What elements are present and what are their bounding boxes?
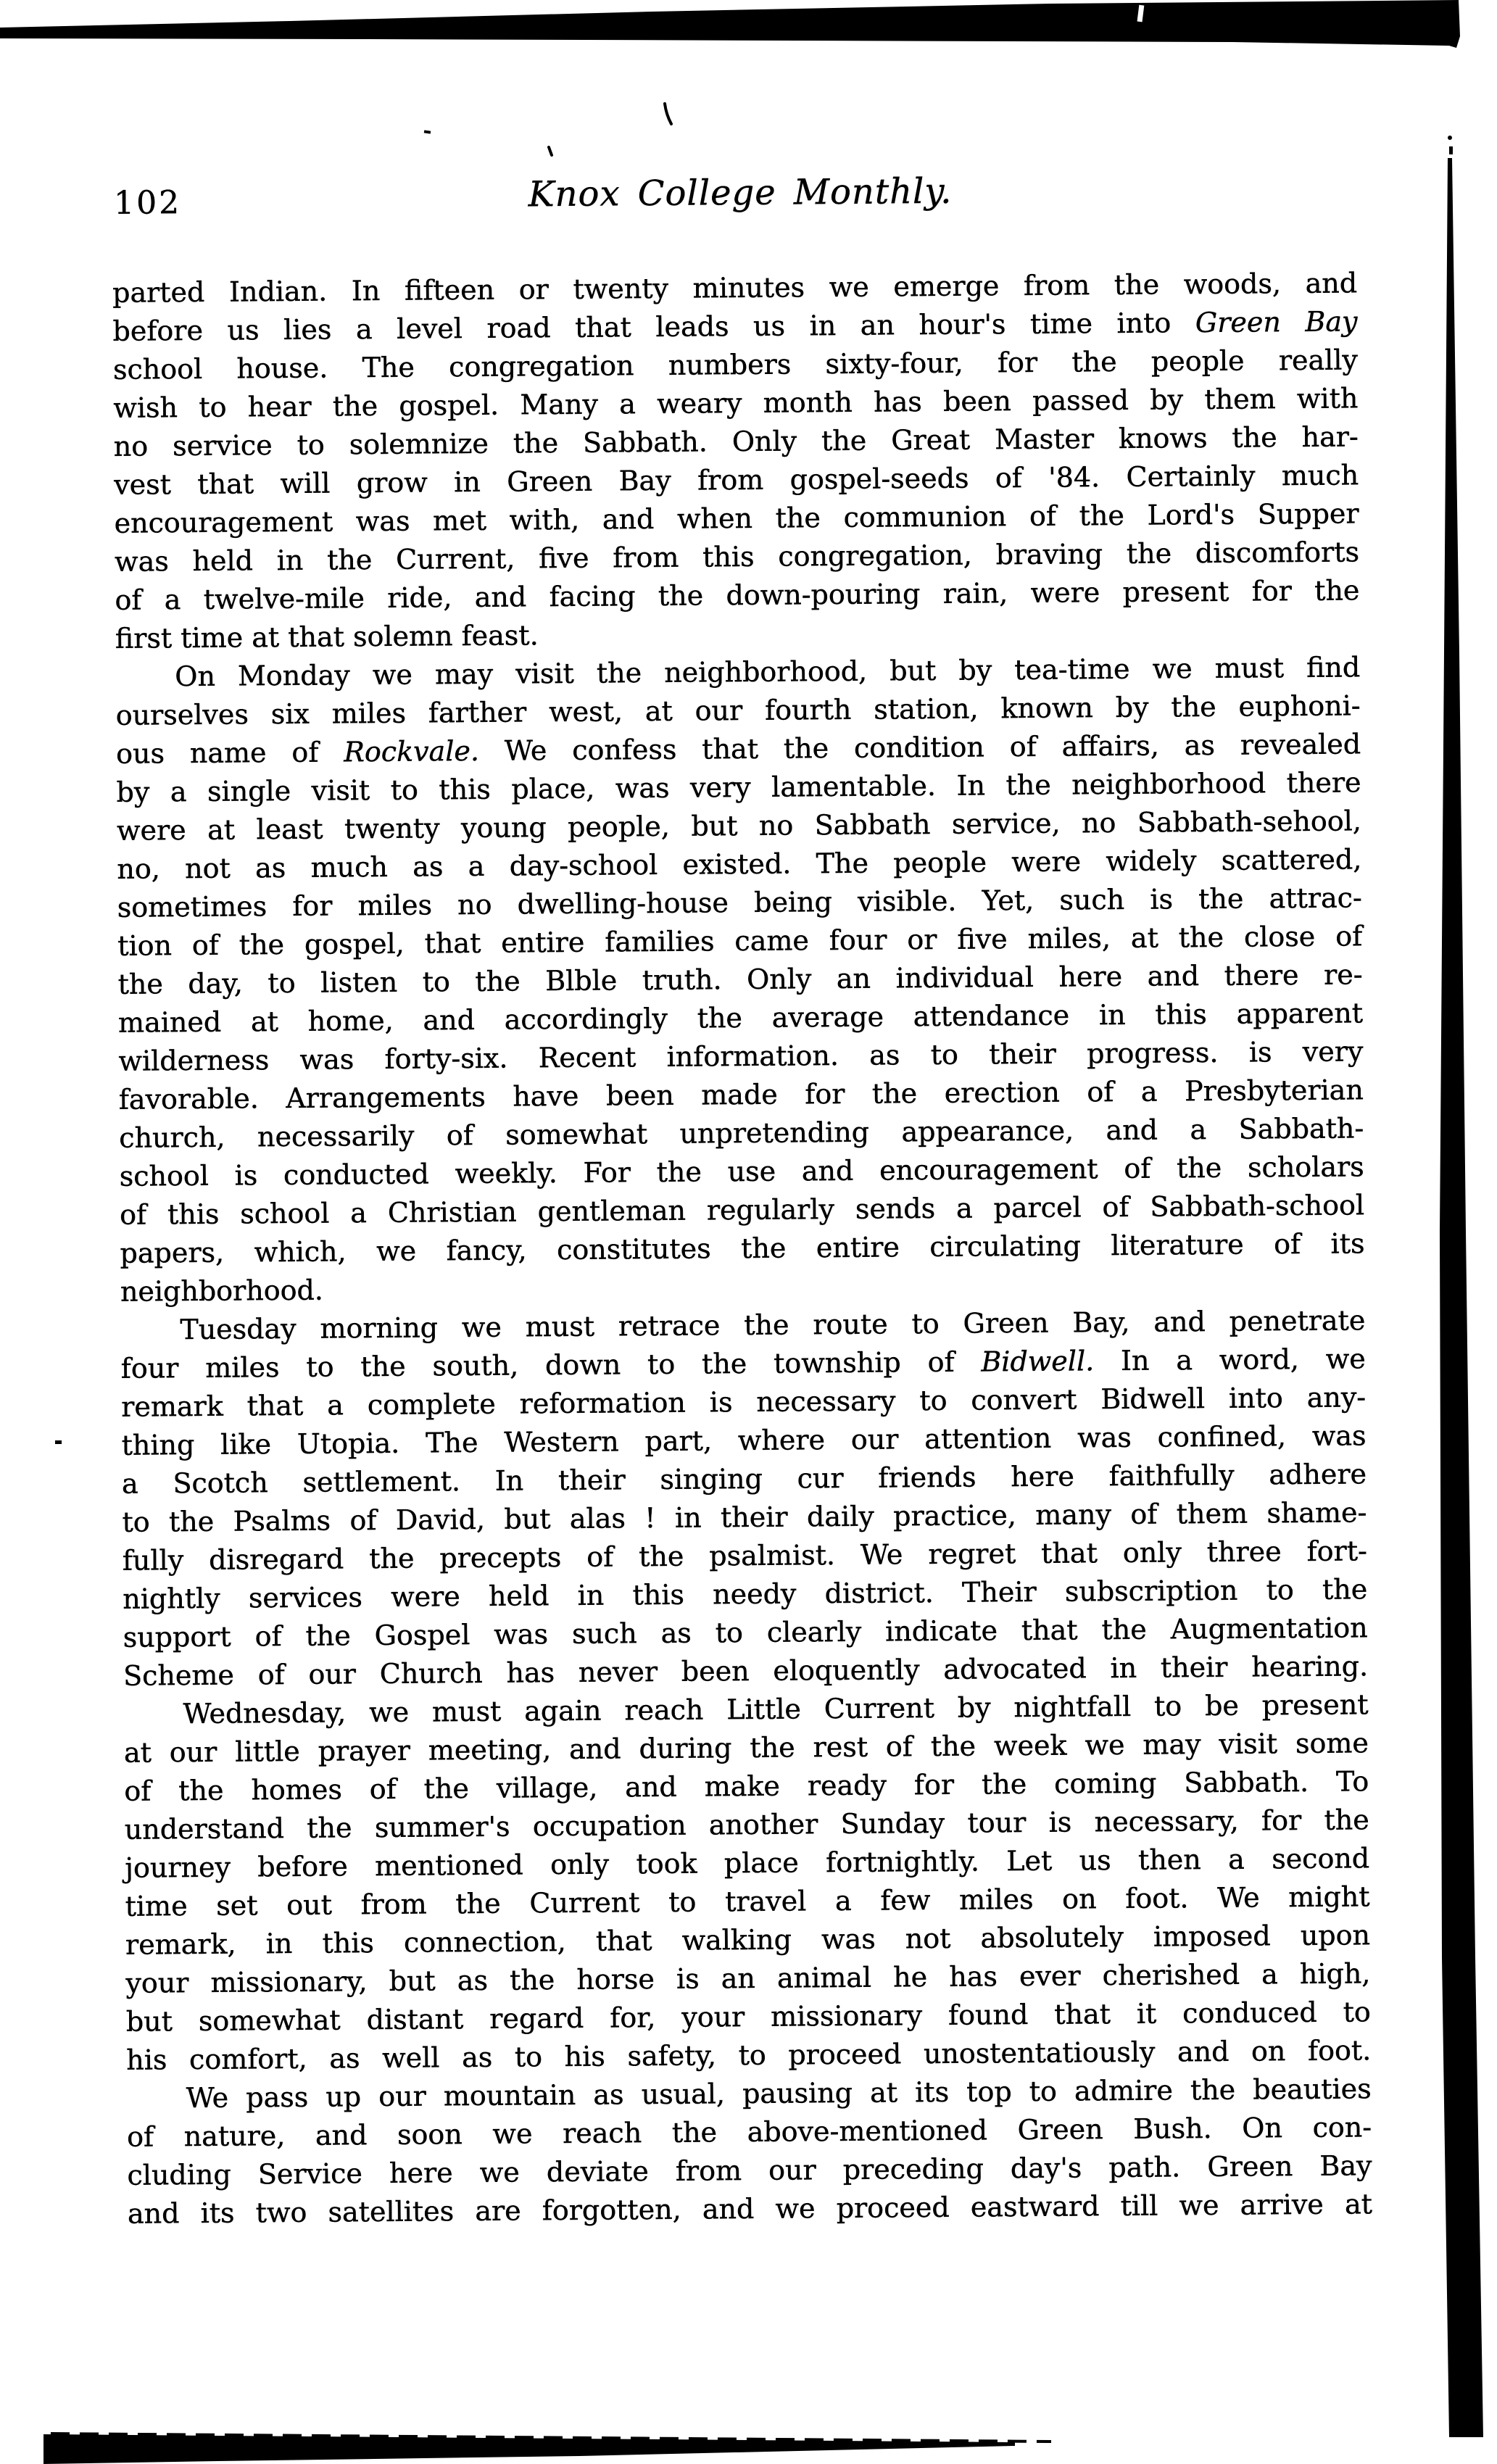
text-line: first time at that solemn feast. bbox=[115, 619, 539, 655]
text-line: school is conducted weekly. For the use and encouragement of the scholars bbox=[119, 1150, 1364, 1192]
text-line: of nature, and soon we reach the above-mentioned Green Bush. On con- bbox=[126, 2111, 1372, 2153]
page-number: 102 bbox=[113, 184, 182, 222]
text-line: your missionary, but as the horse is an animal he has ever cherished a high, bbox=[125, 1957, 1371, 1999]
text-line: We pass up our mountain as usual, pausing at its top to admire the beauties bbox=[186, 2073, 1372, 2115]
text-line: On Monday we may visit the neighborhood, but by tea-time we must find bbox=[175, 651, 1361, 693]
text-line: and its two satellites are forgotten, and we proceed eastward till we arrive at bbox=[127, 2188, 1373, 2230]
text-line: were at least twenty young people, but no Sabbath service, no Sabbath-sehool, bbox=[116, 805, 1362, 847]
text-line: remark, in this connection, that walking was not absolutely imposed upon bbox=[125, 1919, 1371, 1961]
text-line: encouragement was met with, and when the communion of the Lord's Supper bbox=[114, 497, 1359, 539]
text-line: sometimes for miles no dwelling-house being visible. Yet, such is the attrac- bbox=[117, 882, 1362, 924]
text-line: Scheme of our Church has never been eloquently advocated in their hearing. bbox=[123, 1650, 1369, 1692]
text-line: school house. The congregation numbers sixty-four, for the people really bbox=[112, 344, 1359, 386]
text-line: neighborhood. bbox=[120, 1274, 324, 1308]
text-line: of the homes of the village, and make ready for the coming Sabbath. To bbox=[124, 1765, 1369, 1807]
text-line: favorable. Arrangements have been made for the erection of a Presbyterian bbox=[118, 1074, 1364, 1116]
text-line: at our little prayer meeting, and during the rest of the week we may visit some bbox=[123, 1727, 1369, 1769]
text-line: remark that a complete reformation is necessary to convert Bidwell into any- bbox=[121, 1381, 1367, 1423]
text-line: journey before mentioned only took place fortnightly. Let us then a second bbox=[125, 1842, 1370, 1884]
text-line: church, necessarily of somewhat unpretending appearance, and a Sabbath- bbox=[119, 1112, 1364, 1154]
text-line: was held in the Current, five from this congregation, braving the discomforts bbox=[114, 536, 1360, 578]
text-line: but somewhat distant regard for, your missionary found that it conduced to bbox=[125, 1996, 1372, 2038]
text-line: of a twelve-mile ride, and facing the down-pouring rain, were present for the bbox=[115, 574, 1360, 616]
text-line: cluding Service here we deviate from our preceding day's path. Green Bay bbox=[127, 2149, 1372, 2191]
text-line: of this school a Christian gentleman regularly sends a parcel of Sabbath-school bbox=[119, 1189, 1365, 1231]
text-line: time set out from the Current to travel a few miles on foot. We might bbox=[125, 1880, 1370, 1922]
text-line: the day, to listen to the Blble truth. Only an individual here and there re- bbox=[117, 958, 1363, 1000]
text-line: no, not as much as a day-school existed. The people were widely scattered, bbox=[117, 843, 1362, 885]
text-line: before us lies a level road that leads us in an hour's time into Green Bay bbox=[112, 305, 1358, 347]
text-line: nightly services were held in this needy district. Their subscription to the bbox=[123, 1573, 1368, 1615]
text-line: thing like Utopia. The Western part, where our attention was confined, was bbox=[121, 1419, 1367, 1461]
text-line: tion of the gospel, that entire families came four or five miles, at the close of bbox=[117, 920, 1363, 962]
text-line: ourselves six miles farther west, at our fourth station, known by the euphoni- bbox=[115, 689, 1361, 731]
text-line: Tuesday morning we must retrace the route to Green Bay, and penetrate bbox=[180, 1304, 1366, 1346]
text-line: by a single visit to this place, was very lamentable. In the neighborhood there bbox=[116, 766, 1361, 808]
text-line: mained at home, and accordingly the average attendance in this apparent bbox=[117, 997, 1364, 1039]
text-line: wilderness was forty-six. Recent information. as to their progress. is very bbox=[118, 1035, 1364, 1077]
text-line: vest that will grow in Green Bay from gospel-seeds of '84. Certainly much bbox=[114, 459, 1359, 501]
text-line: Wednesday, we must again reach Little Current by nightfall to be present bbox=[183, 1688, 1369, 1730]
text-line: papers, which, we fancy, constitutes the entire circulating literature of its bbox=[120, 1227, 1365, 1269]
text-line: no service to solemnize the Sabbath. Only the Great Master knows the har- bbox=[113, 420, 1359, 462]
text-line: his comfort, as well as to his safety, to proceed unostentatiously and on foot. bbox=[126, 2034, 1372, 2076]
text-line: fully disregard the precepts of the psalmist. We regret that only three fort- bbox=[122, 1535, 1368, 1577]
page-title: Knox College Monthly. bbox=[528, 170, 953, 215]
text-line: wish to hear the gospel. Many a weary month has been passed by them with bbox=[113, 382, 1359, 424]
text-line: support of the Gospel was such as to clearly indicate that the Augmentation bbox=[123, 1611, 1368, 1654]
text-line: parted Indian. In fifteen or twenty minutes we emerge from the woods, and bbox=[112, 267, 1358, 309]
text-line: a Scotch settlement. In their singing cur friends here faithfully adhere bbox=[121, 1458, 1367, 1500]
text-line: four miles to the south, down to the township of Bidwell. In a word, we bbox=[120, 1343, 1366, 1385]
text-line: understand the summer's occupation another Sunday tour is necessary, for the bbox=[124, 1804, 1369, 1846]
text-line: to the Psalms of David, but alas ! in their daily practice, many of them shame- bbox=[122, 1496, 1367, 1538]
body-text bbox=[112, 264, 1372, 2233]
text-line: ous name of Rockvale. We confess that the condition of affairs, as revealed bbox=[115, 728, 1361, 770]
